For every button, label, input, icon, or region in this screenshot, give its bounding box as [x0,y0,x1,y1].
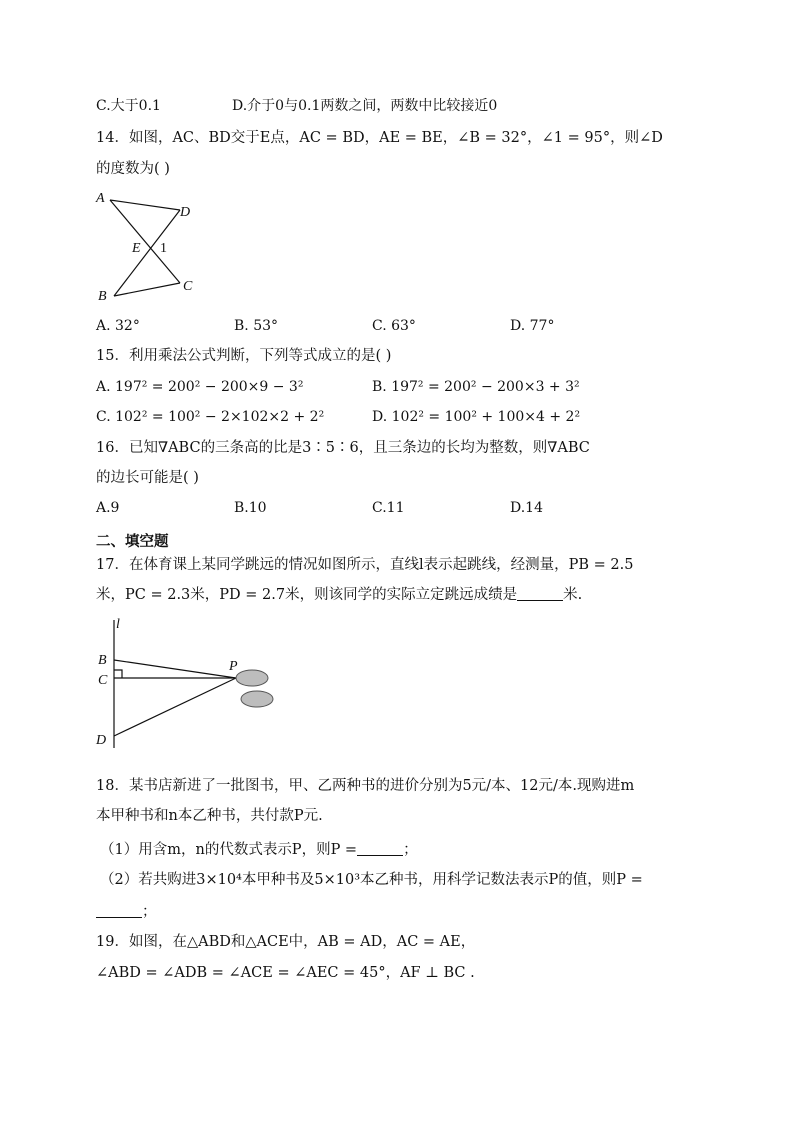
q14-label-1: 1 [160,241,167,256]
q15-option-a: A. 197² = 200² − 200×9 − 3² [96,379,304,395]
q14-stem-line2: 的度数为( ) [96,161,170,177]
q13-option-d: D.介于0与0.1两数之间，两数中比较接近0 [232,98,498,114]
section-title-fill-in: 二、填空题 [96,534,169,550]
q16-option-d: D.14 [510,500,543,516]
q16-stem-line1: 16．已知∇ABC的三条高的比是3∶5∶6，且三条边的长均为整数，则∇ABC [96,440,590,456]
q16-option-b: B.10 [234,500,267,516]
q18-sub1-pre: （1）用含m，n的代数式表示P，则P = [100,842,358,858]
q14-stem-line1: 14．如图，AC、BD交于E点，AC = BD，AE = BE，∠B = 32°，∠1 = 95°，则∠D [96,130,663,146]
q17-figure [92,614,282,754]
q18-sub1-blank[interactable] [357,841,403,856]
q14-label-c: C [183,279,193,294]
q14-option-c: C. 63° [372,318,416,334]
q15-option-b: B. 197² = 200² − 200×3 + 3² [372,379,580,395]
q18-sub2-blank[interactable] [96,903,142,918]
q18-stem-line1: 18．某书店新进了一批图书，甲、乙两种书的进价分别为5元/本、12元/本.现购进m [96,778,635,794]
q19-stem-line1: 19．如图，在△ABD和△ACE中，AB = AD，AC = AE， [96,934,476,950]
q17-answer-blank[interactable] [517,586,563,601]
q17-label-b: B [98,653,107,668]
q18-sub2-answer [96,902,157,922]
q16-option-c: C.11 [372,500,405,516]
q17-label-d: D [96,733,107,748]
q14-label-e: E [132,241,141,256]
q19-stem-line2: ∠ABD = ∠ADB = ∠ACE = ∠AEC = 45°，AF ⊥ BC . [96,965,475,981]
q15-option-c: C. 102² = 100² − 2×102×2 + 2² [96,409,325,425]
footprint-ellipse-1 [236,670,268,686]
q18-sub1 [100,840,418,860]
q15-option-d: D. 102² = 100² + 100×4 + 2² [372,409,581,425]
q17-line2-pre: 米，PC = 2.3米，PD = 2.7米，则该同学的实际立定跳远成绩是 [96,587,518,603]
q14-figure-lines [110,200,180,296]
footprint-ellipse-2 [241,691,273,707]
q13-option-c: C.大于0.1 [96,98,161,114]
q17-label-c: C [98,673,108,688]
q17-figure-lines [114,620,236,748]
q15-stem: 15．利用乘法公式判断，下列等式成立的是( ) [96,348,392,364]
q17-label-l: l [116,617,120,632]
q14-label-b: B [98,289,107,303]
q16-option-a: A.9 [96,500,120,516]
q14-option-a: A. 32° [96,318,140,334]
q18-stem-line2: 本甲种书和n本乙种书，共付款P元. [96,808,323,824]
q17-label-p: P [229,659,238,674]
q14-figure [92,188,212,303]
q14-label-a: A [96,191,105,206]
q18-sub2-tail: ； [142,904,157,920]
q17-line2-post: 米. [563,587,583,603]
q18-sub2: （2）若共购进3×10⁴本甲种书及5×10³本乙种书，用科学记数法表示P的值，则P = [100,872,643,888]
q14-label-d: D [180,205,191,220]
q17-stem-line2 [96,585,582,605]
q14-option-d: D. 77° [510,318,555,334]
q16-stem-line2: 的边长可能是( ) [96,470,199,486]
q17-stem-line1: 17．在体育课上某同学跳远的情况如图所示，直线l表示起跳线，经测量，PB = 2.5 [96,557,634,573]
q18-sub1-post: ； [403,842,418,858]
q14-option-b: B. 53° [234,318,279,334]
